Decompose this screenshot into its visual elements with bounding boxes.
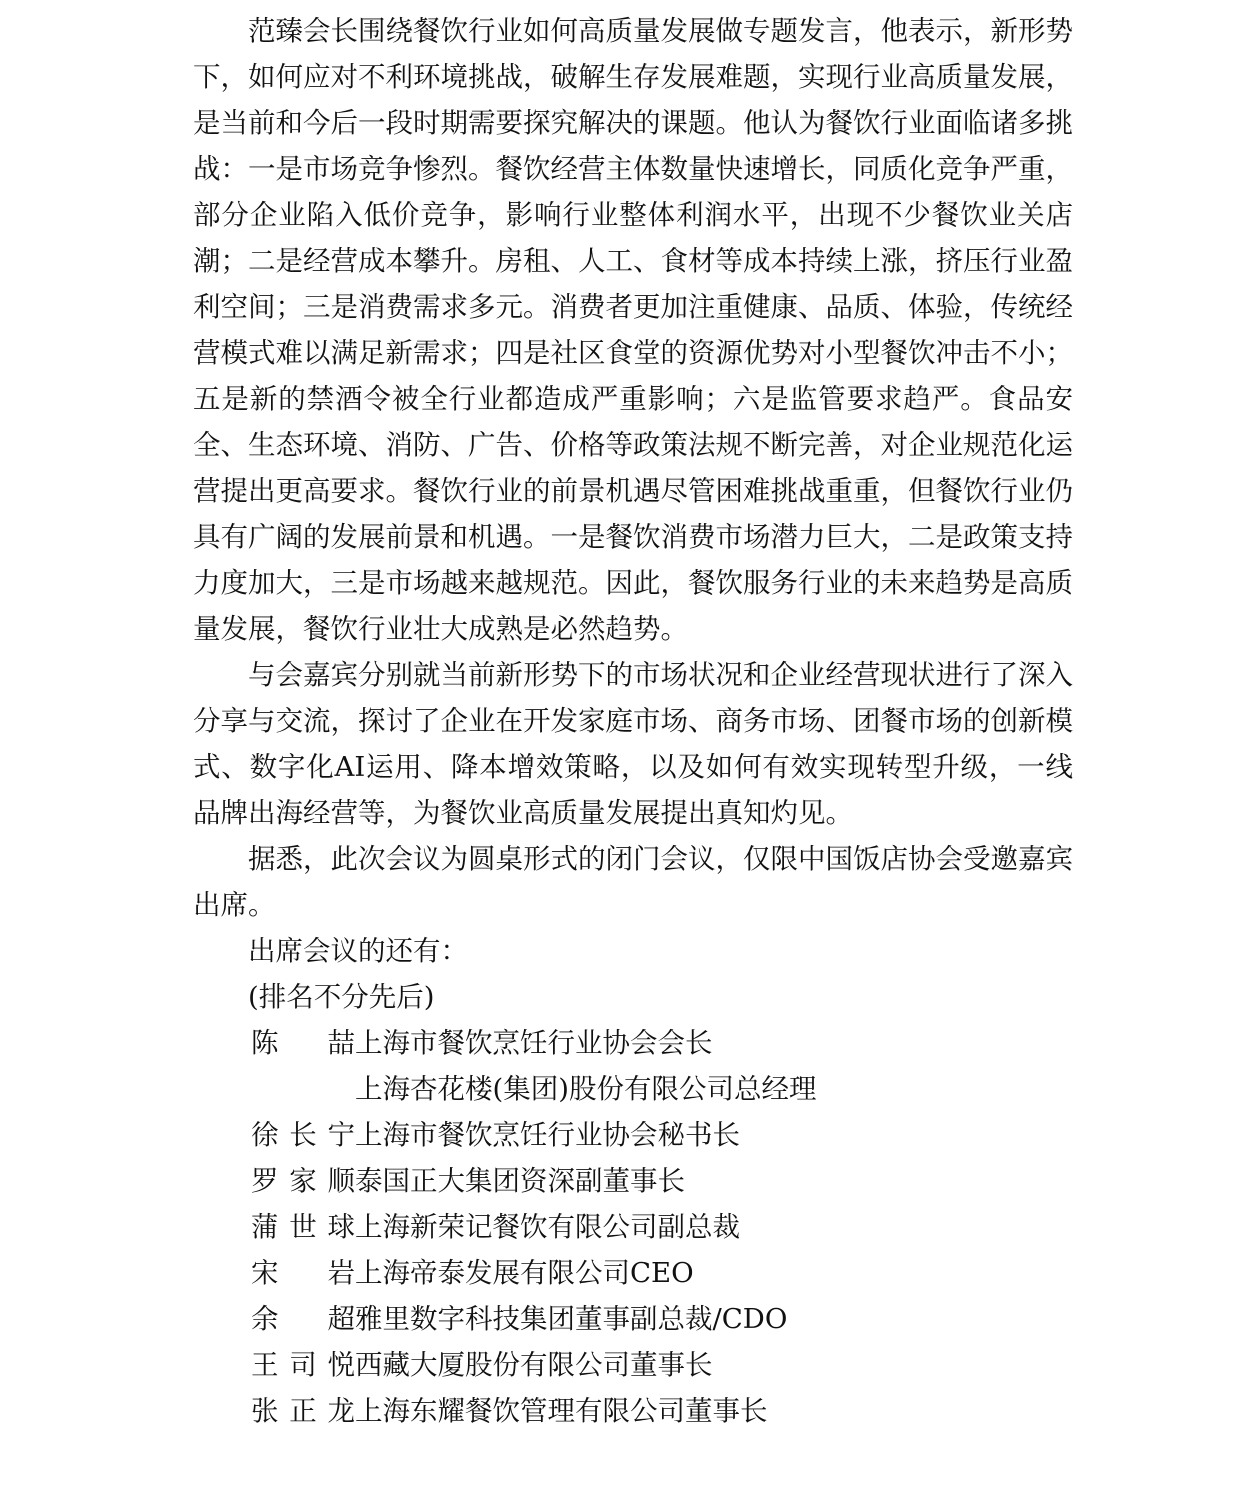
attendee-title: 上海市餐饮烹饪行业协会会长	[355, 1027, 713, 1059]
attendee-row	[193, 1342, 1073, 1388]
attendee-row	[193, 1158, 1073, 1204]
attendee-title: 西藏大厦股份有限公司董事长	[355, 1349, 713, 1381]
document-body	[193, 8, 1073, 1434]
attendee-row	[193, 1296, 1073, 1342]
attendee-list	[193, 1020, 1073, 1434]
attendee-name: 陈 喆	[251, 1027, 355, 1059]
attendee-row	[193, 1112, 1073, 1158]
attendee-name: 余 超	[251, 1303, 355, 1335]
attendee-row	[193, 1020, 1073, 1066]
attendee-title: 上海市餐饮烹饪行业协会秘书长	[355, 1119, 740, 1151]
attendee-name: 张正龙	[251, 1395, 355, 1427]
attendee-name: 蒲世球	[251, 1211, 355, 1243]
paragraph: 据悉，此次会议为圆桌形式的闭门会议，仅限中国饭店协会受邀嘉宾出席。	[193, 843, 1073, 921]
attendee-name: 王司悦	[251, 1349, 355, 1381]
attendee-name: 徐长宁	[251, 1119, 355, 1151]
attendee-title: 上海帝泰发展有限公司CEO	[355, 1257, 694, 1289]
attendee-name: 宋 岩	[251, 1257, 355, 1289]
attendee-row	[193, 1066, 1073, 1112]
attendees-intro: 出席会议的还有：	[248, 935, 468, 967]
attendee-name: 罗家顺	[251, 1165, 355, 1197]
paragraph: 与会嘉宾分别就当前新形势下的市场状况和企业经营现状进行了深入分享与交流，探讨了企业在开发家庭市场、商务市场、团餐市场的创新模式、数字化AI运用、降本增效策略，以及如何有效实现转型升级，一线品牌出海经营等，为餐饮业高质量发展提出真知灼见。	[193, 659, 1073, 829]
attendee-row	[193, 1204, 1073, 1250]
paragraph: 范臻会长围绕餐饮行业如何高质量发展做专题发言，他表示，新形势下，如何应对不利环境挑战，破解生存发展难题，实现行业高质量发展，是当前和今后一段时期需要探究解决的课题。他认为餐饮行业面临诸多挑战：一是市场竞争惨烈。餐饮经营主体数量快速增长，同质化竞争严重，部分企业陷入低价竞争，影响行业整体利润水平，出现不少餐饮业关店潮；二是经营成本攀升。房租、人工、食材等成本持续上涨，挤压行业盈利空间；三是消费需求多元。消费者更加注重健康、品质、体验，传统经营模式难以满足新需求；四是社区食堂的资源优势对小型餐饮冲击不小；五是新的禁酒令被全行业都造成严重影响；六是监管要求趋严。食品安全、生态环境、消防、广告、价格等政策法规不断完善，对企业规范化运营提出更高要求。餐饮行业的前景机遇尽管困难挑战重重，但餐饮行业仍具有广阔的发展前景和机遇。一是餐饮消费市场潜力巨大，二是政策支持力度加大，三是市场越来越规范。因此，餐饮服务行业的未来趋势是高质量发展，餐饮行业壮大成熟是必然趋势。	[193, 15, 1073, 645]
attendee-title: 上海杏花楼(集团)股份有限公司总经理	[355, 1073, 817, 1105]
attendee-title: 上海东耀餐饮管理有限公司董事长	[355, 1395, 768, 1427]
attendees-note: (排名不分先后)	[248, 981, 435, 1013]
attendee-row	[193, 1388, 1073, 1434]
attendee-title: 上海新荣记餐饮有限公司副总裁	[355, 1211, 740, 1243]
attendee-row	[193, 1250, 1073, 1296]
attendee-title: 泰国正大集团资深副董事长	[355, 1165, 685, 1197]
attendee-title: 雅里数字科技集团董事副总裁/CDO	[355, 1303, 788, 1335]
